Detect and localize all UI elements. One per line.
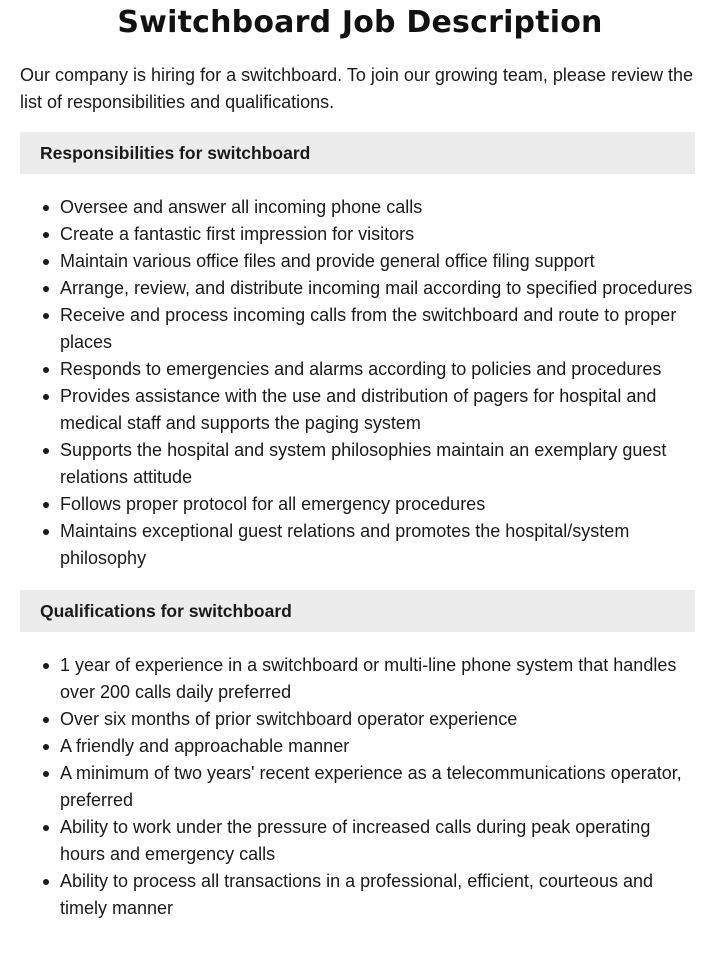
responsibility-item: Create a fantastic first impression for visitors (60, 221, 695, 248)
intro-paragraph: Our company is hiring for a switchboard. To join our growing team, please review the list of responsibilities and qualifications. (20, 65, 693, 112)
responsibility-item: Oversee and answer all incoming phone calls (60, 194, 695, 221)
responsibility-item: Maintains exceptional guest relations and promotes the hospital/system philosophy (60, 518, 695, 572)
responsibility-item: Provides assistance with the use and distribution of pagers for hospital and medical staff and supports the paging system (60, 383, 695, 437)
qualification-item: Over six months of prior switchboard operator experience (60, 706, 695, 733)
qualifications-list (20, 652, 695, 922)
responsibility-item: Supports the hospital and system philosophies maintain an exemplary guest relations attitude (60, 437, 695, 491)
page-title: Switchboard Job Description (117, 5, 603, 40)
qualification-item: A friendly and approachable manner (60, 733, 695, 760)
qualifications-heading: Qualifications for switchboard (20, 590, 695, 632)
responsibility-item: Maintain various office files and provide general office filing support (60, 248, 695, 275)
responsibility-item: Responds to emergencies and alarms according to policies and procedures (60, 356, 695, 383)
qualification-item: Ability to work under the pressure of increased calls during peak operating hours and emergency calls (60, 814, 695, 868)
responsibility-item: Follows proper protocol for all emergency procedures (60, 491, 695, 518)
responsibilities-list (20, 194, 695, 572)
qualification-item: 1 year of experience in a switchboard or multi-line phone system that handles over 200 calls daily preferred (60, 652, 695, 706)
qualification-item: A minimum of two years' recent experience as a telecommunications operator, preferred (60, 760, 695, 814)
responsibilities-heading: Responsibilities for switchboard (20, 132, 695, 174)
qualification-item: Ability to process all transactions in a professional, efficient, courteous and timely manner (60, 868, 695, 922)
responsibility-item: Arrange, review, and distribute incoming mail according to specified procedures (60, 275, 695, 302)
responsibility-item: Receive and process incoming calls from the switchboard and route to proper places (60, 302, 695, 356)
